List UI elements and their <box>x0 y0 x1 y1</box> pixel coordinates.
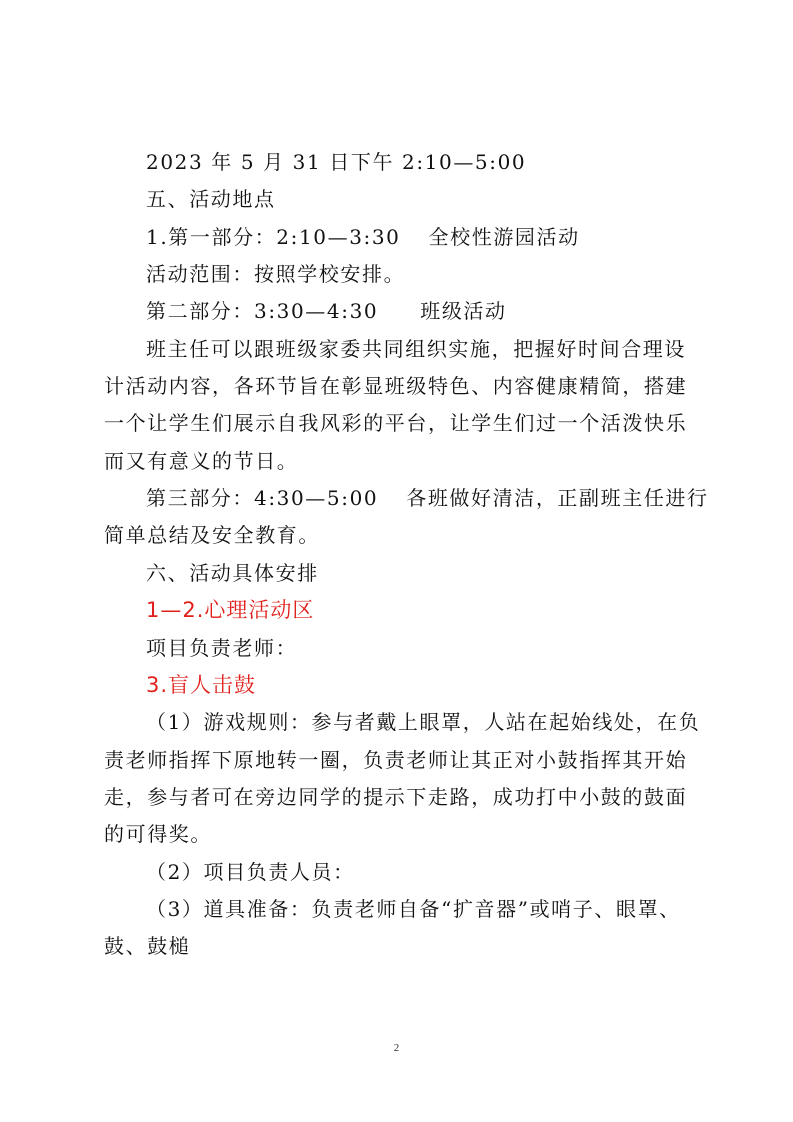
part-one-label: 1.第一部分：2:10—3:30 <box>146 225 401 249</box>
rules-line: 走，参与者可在旁边同学的提示下走路，成功打中小鼓的鼓面 <box>104 785 688 809</box>
part-one-line <box>146 222 736 252</box>
paragraph-line: 一个让学生们展示自我风彩的平台，让学生们过一个活泼快乐 <box>104 411 688 435</box>
part-two-description: 班级活动 <box>420 299 507 323</box>
section-five-heading: 五、活动地点 <box>146 187 276 211</box>
rules-line: 的可得奖。 <box>104 822 212 846</box>
section-six-heading: 六、活动具体安排 <box>146 561 319 585</box>
part-one-description: 全校性游园活动 <box>428 225 580 249</box>
psychology-area-teacher: 项目负责老师： <box>146 636 298 660</box>
page-number: 2 <box>393 1042 400 1054</box>
props-line: 鼓、鼓槌 <box>104 934 191 958</box>
rules-line: 责老师指挥下原地转一圈，负责老师让其正对小鼓指挥其开始 <box>104 748 688 772</box>
part-three-description: 各班做好清洁，正副班主任进行 <box>406 486 709 510</box>
part-two-line <box>146 296 736 326</box>
paragraph-line: 班主任可以跟班级家委共同组织实施，把握好时间合理设 <box>146 337 686 361</box>
psychology-area-heading: 1—2.心理活动区 <box>146 598 315 622</box>
part-three-description-continued: 简单总结及安全教育。 <box>104 523 320 547</box>
blind-drum-heading: 3.盲人击鼓 <box>146 673 257 697</box>
part-three-line <box>146 483 736 513</box>
staff-line: （2）项目负责人员： <box>146 860 355 884</box>
activity-date: 2023 年 5 月 31 日下午 2:10—5:00 <box>146 150 527 174</box>
props-line: （3）道具准备：负责老师自备“扩音器”或哨子、眼罩、 <box>146 897 681 921</box>
part-one-scope: 活动范围：按照学校安排。 <box>146 262 406 286</box>
paragraph-line: 计活动内容，各环节旨在彰显班级特色、内容健康精简，搭建 <box>104 374 688 398</box>
part-three-label: 第三部分：4:30—5:00 <box>146 486 379 510</box>
part-two-label: 第二部分：3:30—4:30 <box>146 299 379 323</box>
rules-line: （1）游戏规则：参与者戴上眼罩，人站在起始线处，在负 <box>146 710 701 734</box>
paragraph-line: 而又有意义的节日。 <box>104 449 299 473</box>
